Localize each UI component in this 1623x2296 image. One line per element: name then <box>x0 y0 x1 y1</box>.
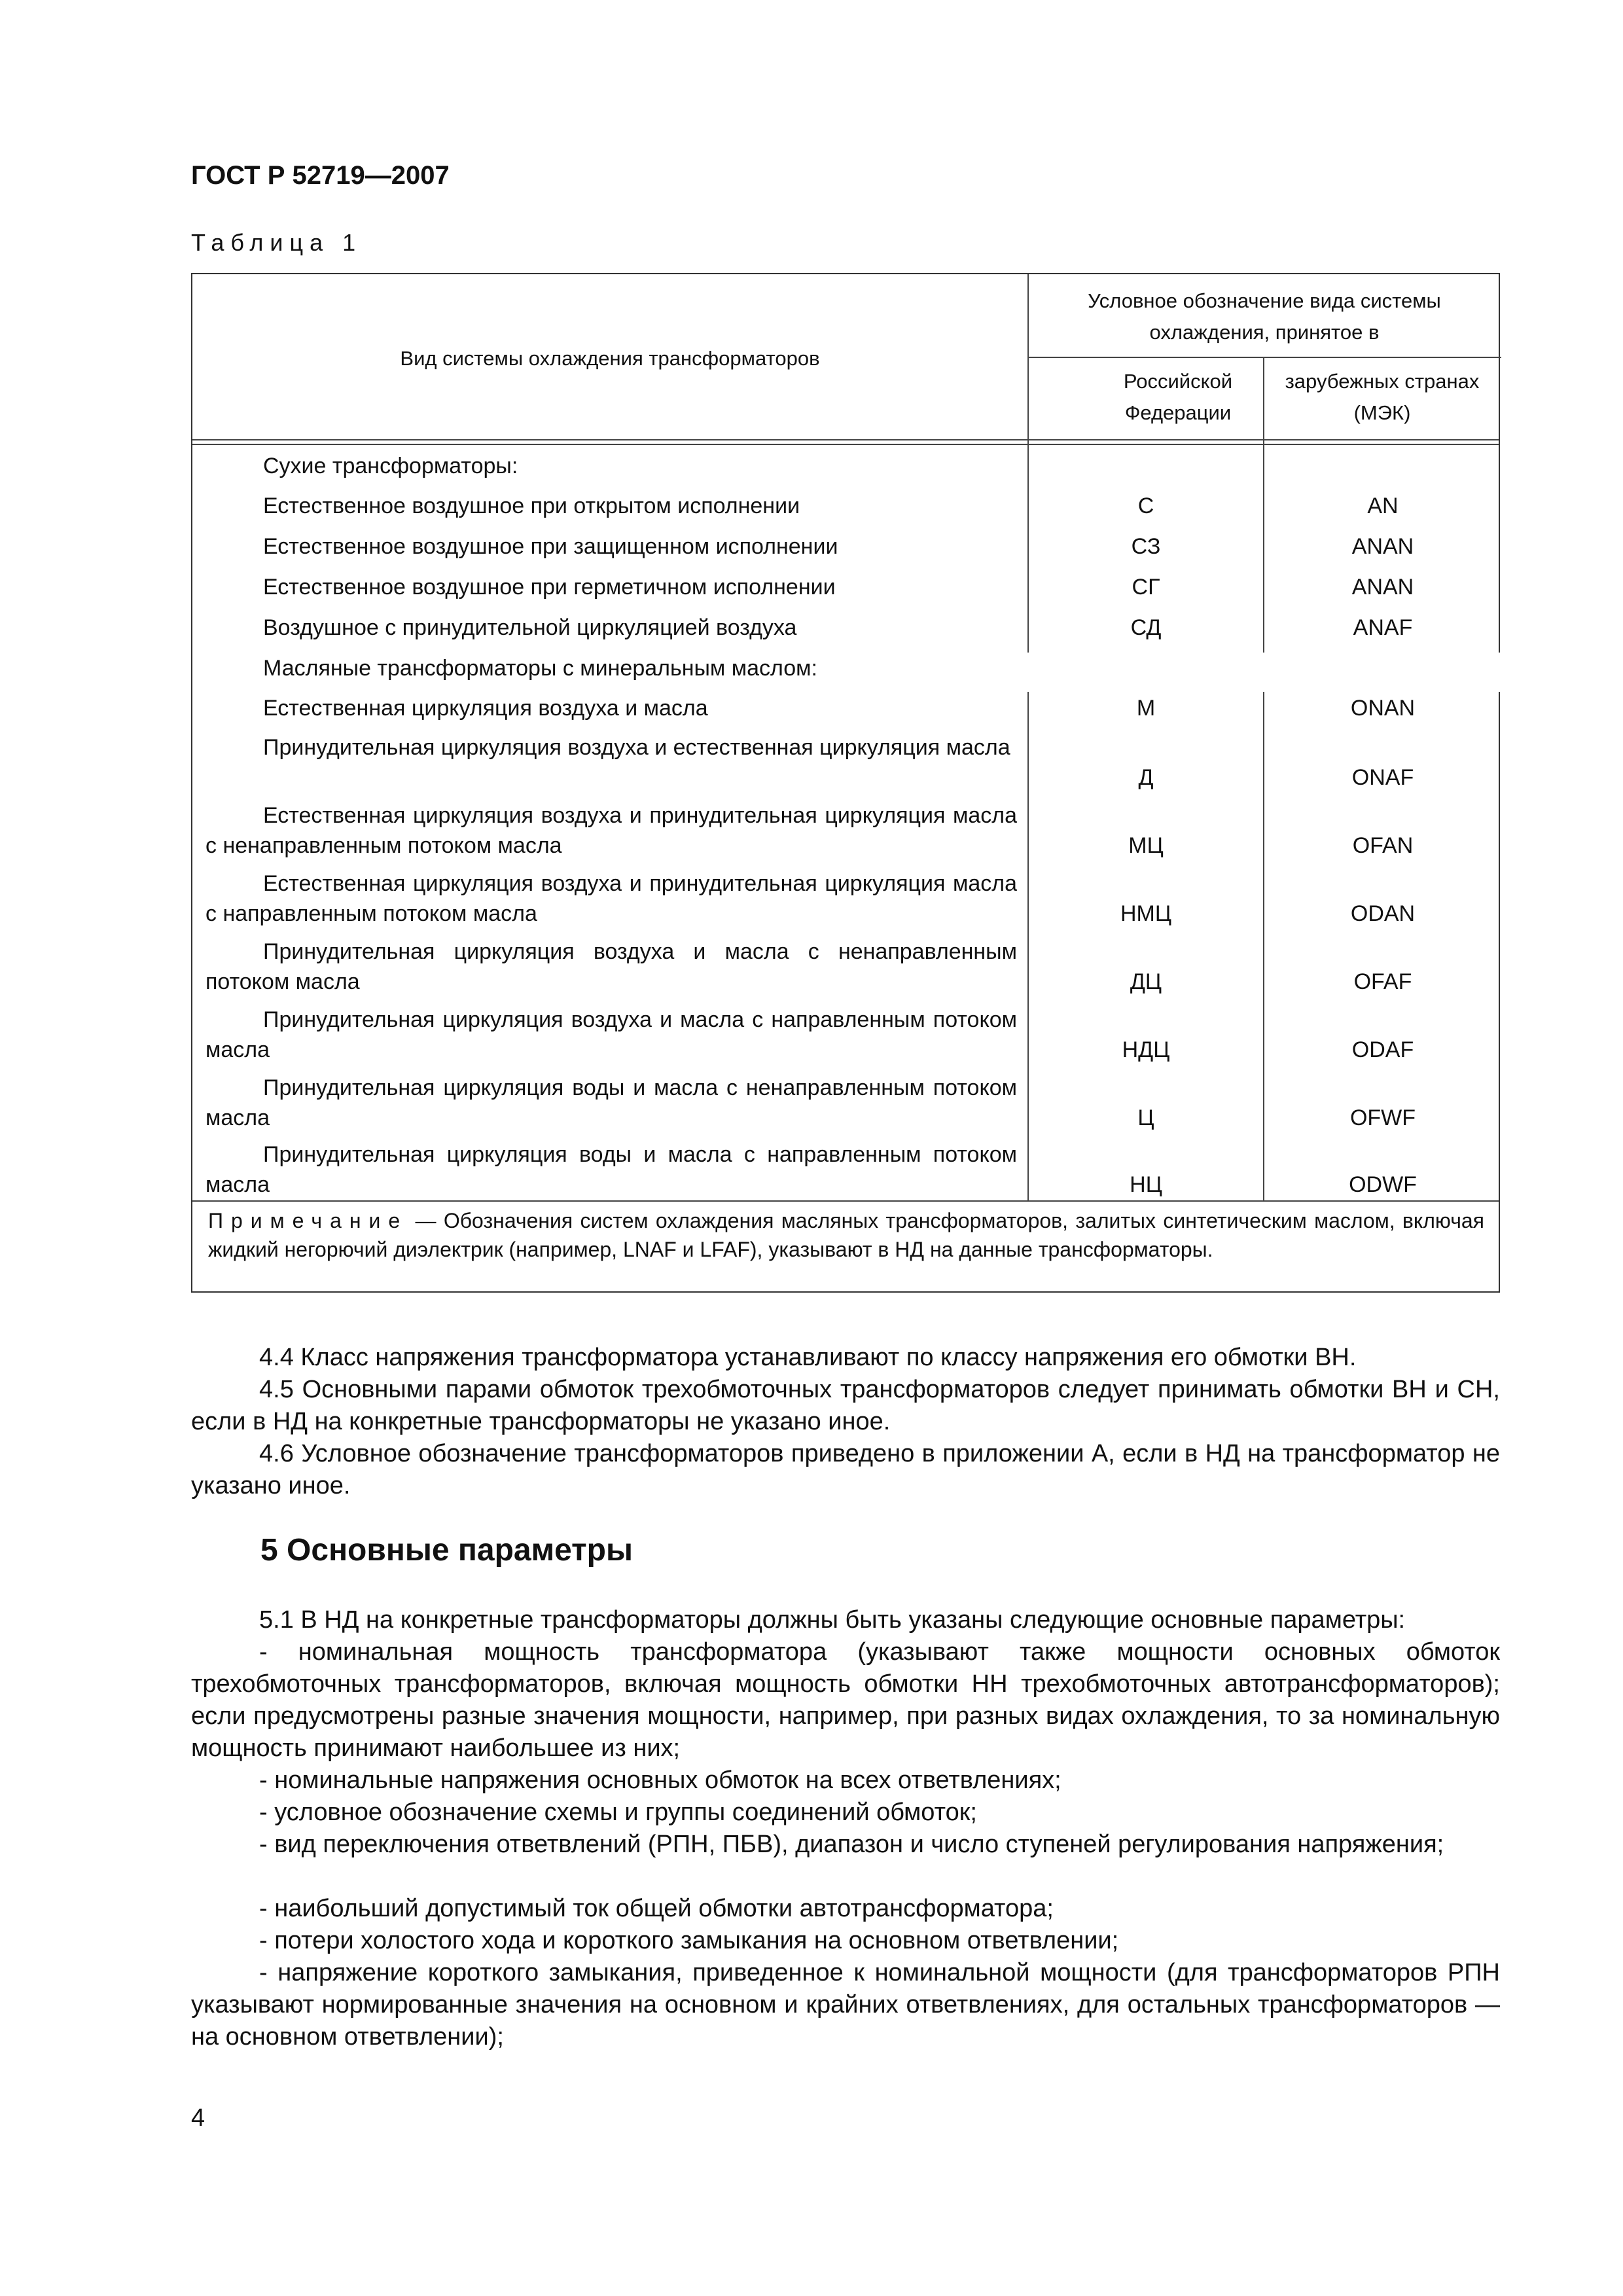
table-cell-iec: ANAN <box>1351 575 1414 600</box>
list-item: - номинальные напряжения основных обмоток на всех ответвлениях; <box>259 1767 1061 1794</box>
table-cell-iec: ODWF <box>1349 1172 1417 1197</box>
document-header: ГОСТ Р 52719—2007 <box>191 161 450 190</box>
header-col-russia: Российской Федерации <box>1123 370 1233 424</box>
paragraph-4-5: 4.5 Основными парами обмоток трехобмоточных трансформаторов следует принимать обмотки ВН и СН, если в НД на конкретные трансформаторы не указано иное. <box>191 1376 1500 1435</box>
table-cell-iec: ANAN <box>1351 534 1414 559</box>
spacer <box>1026 439 1503 490</box>
cooling-systems-table <box>191 273 1500 1293</box>
table-hline <box>1027 357 1501 358</box>
header-col-type: Вид системы охлаждения трансформаторов <box>400 347 820 370</box>
table-row-text: Естественное воздушное при открытом исполнении <box>263 493 800 518</box>
table-cell-rf: НЦ <box>1130 1172 1162 1197</box>
table-cell-iec: OFWF <box>1349 1105 1416 1130</box>
note-text: — Обозначения систем охлаждения масляных трансформаторов, залитых синтетическим маслом, включая жидкий негорючий диэлектрик (например, LNAF и LFAF), указывают в НД на данные трансформаторы. <box>208 1209 1484 1261</box>
table-note <box>208 1206 1484 1264</box>
paragraph-4-4: 4.4 Класс напряжения трансформатора устанавливают по классу напряжения его обмотки ВН. <box>259 1344 1357 1371</box>
table-cell-rf: НДЦ <box>1122 1037 1170 1062</box>
table-cell-rf: МЦ <box>1128 833 1164 858</box>
table-row-text: Естественная циркуляция воздуха и масла <box>263 696 708 721</box>
list-item: - потери холостого хода и короткого замыкания на основном ответвлении; <box>259 1927 1119 1954</box>
table-row-text: Принудительная циркуляция воздуха и масла с ненаправленным потоком масла <box>205 939 1017 994</box>
table-cell-iec: ODAN <box>1350 901 1416 926</box>
paragraph-4-6: 4.6 Условное обозначение трансформаторов приведено в приложении А, если в НД на трансформатор не указано иное. <box>191 1440 1500 1499</box>
table-row-text: Принудительная циркуляция воды и масла с направленным потоком масла <box>205 1142 1017 1197</box>
table-cell-iec: OFAF <box>1353 969 1412 994</box>
table-row-text: Принудительная циркуляция воздуха и масла с направленным потоком масла <box>205 1007 1017 1062</box>
table-row-text: Естественная циркуляция воздуха и принудительная циркуляция масла с направленным потоком масла <box>205 871 1017 926</box>
table-cell-rf: ДЦ <box>1130 969 1162 994</box>
list-item: - условное обозначение схемы и группы соединений обмоток; <box>259 1799 977 1826</box>
list-item: - напряжение короткого замыкания, приведенное к номинальной мощности (для трансформаторов РПН указывают нормированные значения на основном и крайних ответвлениях, для остальных трансформаторов — на основном ответвлении); <box>191 1959 1500 2051</box>
note-label: Примечание <box>208 1209 408 1232</box>
table-row-text: Естественное воздушное при защищенном исполнении <box>263 534 838 559</box>
table-row-text: Естественная циркуляция воздуха и принудительная циркуляция масла с ненаправленным потоком масла <box>205 803 1017 858</box>
table-cell-iec: ONAN <box>1350 696 1416 721</box>
table-cell-rf: М <box>1136 696 1156 721</box>
section-title: 5 Основные параметры <box>260 1533 633 1568</box>
table-cell-iec: AN <box>1367 493 1399 518</box>
table-cell-rf: СЗ <box>1131 534 1161 559</box>
table-cell-rf: НМЦ <box>1120 901 1172 926</box>
table-cell-iec: ODAF <box>1351 1037 1414 1062</box>
table-cell-iec: OFAN <box>1352 833 1414 858</box>
list-item: - вид переключения ответвлений (РПН, ПБВ), диапазон и число ступеней регулирования напряжения; <box>259 1831 1444 1858</box>
list-item: - наибольший допустимый ток общей обмотки автотрансформатора; <box>259 1895 1054 1922</box>
list-item: - номинальная мощность трансформатора (указывают также мощности основных обмоток трехобмоточных трансформаторов, включая мощность обмотки НН трехобмоточных автотрансформаторов); если предусмотрены разные значения мощности, например, при разных видах охлаждения, то за номинальную мощность принимают наибольшее из них; <box>191 1638 1500 1762</box>
table-cell-rf: Д <box>1138 765 1154 790</box>
table-row-text: Принудительная циркуляция воды и масла с ненаправленным потоком масла <box>205 1075 1017 1130</box>
table-cell-rf: СГ <box>1132 575 1160 600</box>
table-row-group-oil: Масляные трансформаторы с минеральным маслом: <box>263 656 817 681</box>
paragraph-5-1: 5.1 В НД на конкретные трансформаторы должны быть указаны следующие основные параметры: <box>259 1606 1406 1634</box>
table-row-text: Естественное воздушное при герметичном исполнении <box>263 575 836 600</box>
table-row-text: Воздушное с принудительной циркуляцией воздуха <box>263 615 797 640</box>
table-cell-iec: ANAF <box>1353 615 1413 640</box>
header-group-designation: Условное обозначение вида системы охлаждения, принятое в <box>1088 289 1441 344</box>
table-row-text: Принудительная циркуляция воздуха и естественная циркуляция масла <box>263 735 1010 760</box>
table-row-group-dry: Сухие трансформаторы: <box>263 454 518 478</box>
table-note-divider <box>192 1200 1499 1202</box>
table-cell-rf: С <box>1137 493 1154 518</box>
header-col-iec: зарубежных странах (МЭК) <box>1285 370 1480 424</box>
table-caption: Таблица 1 <box>191 229 363 256</box>
table-cell-rf: Ц <box>1137 1105 1154 1130</box>
group-row-mask <box>1026 653 1503 692</box>
table-cell-iec: ONAF <box>1351 765 1414 790</box>
page-number: 4 <box>191 2104 205 2132</box>
table-cell-rf: СД <box>1130 615 1162 640</box>
